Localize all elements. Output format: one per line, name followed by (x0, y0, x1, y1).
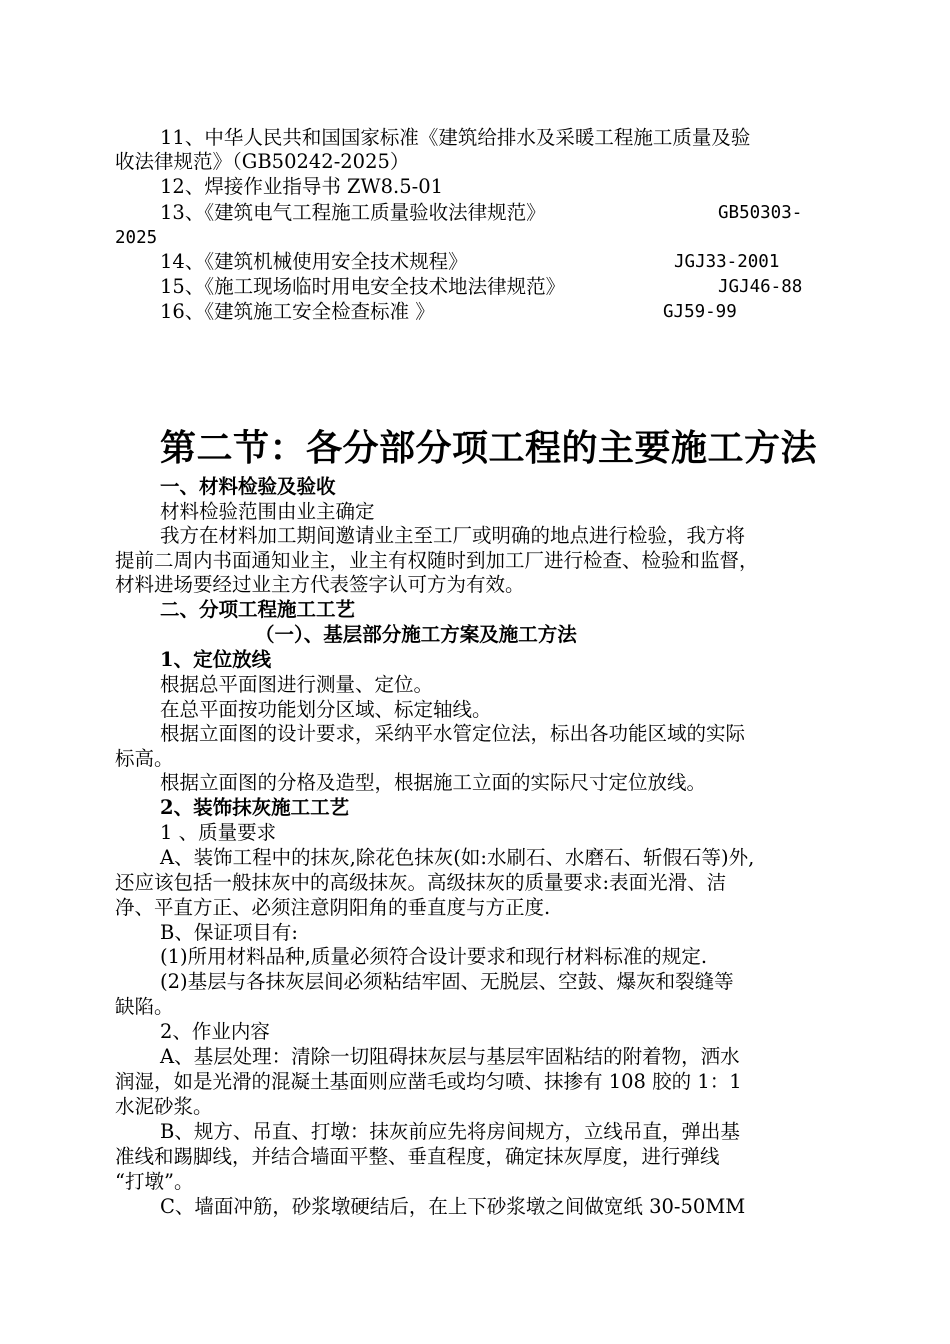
ref-13 (0, 201, 950, 225)
s2-p3-line1: 根据立面图的设计要求，采纳平水管定位法，标出各功能区域的实际 (160, 722, 746, 745)
quality-heading: 1 、质量要求 (160, 821, 277, 844)
ref-13-title: 13、《建筑电气工程施工质量验收法律规范》 (160, 201, 546, 224)
s2-p2: 在总平面按功能划分区域、标定轴线。 (160, 698, 492, 721)
quality-a-line1: A、装饰工程中的抹灰,除花色抹灰(如:水刷石、水磨石、斩假石等)外, (160, 846, 755, 869)
work-a-line1: A、基层处理：清除一切阻碍抹灰层与基层牢固粘结的附着物，洒水 (160, 1045, 740, 1068)
ref-15-title: 15、《施工现场临时用电安全技术地法律规范》 (160, 275, 566, 298)
s1-p2-line3: 材料进场要经过业主方代表签字认可方为有效。 (115, 573, 525, 596)
ref-16 (0, 300, 950, 324)
s2-p1: 根据总平面图进行测量、定位。 (160, 673, 434, 696)
s1-p1: 材料检验范围由业主确定 (160, 500, 375, 523)
ref-11-line2: 收法律规范》（GB50242-2025） (115, 150, 410, 173)
ref-15 (0, 275, 950, 299)
ref-14-code: JGJ33-2001 (674, 252, 780, 272)
s1-p2-line2: 提前二周内书面通知业主，业主有权随时到加工厂进行检查、检验和监督， (115, 549, 759, 572)
ref-11-line1: 11、中华人民共和国国家标准《建筑给排水及采暖工程施工质量及验 (160, 126, 751, 149)
quality-b: B、保证项目有: (160, 921, 298, 944)
ref-12: 12、焊接作业指导书 ZW8.5-01 (160, 175, 444, 198)
ref-15-code: JGJ46-88 (718, 277, 803, 297)
ref-13-code: GB50303- (718, 203, 803, 223)
quality-a-line3: 净、平直方正、必须注意阴阳角的垂直度与方正度. (115, 896, 551, 919)
work-heading: 2、作业内容 (160, 1020, 270, 1043)
s2-p3-line2: 标高。 (115, 747, 174, 770)
work-b-line2: 准线和踢脚线，并结合墙面平整、垂直程度，确定抹灰厚度，进行弹线 (115, 1145, 720, 1168)
work-a-line3: 水泥砂浆。 (115, 1095, 213, 1118)
work-b-line1: B、规方、吊直、打墩：抹灰前应先将房间规方，立线吊直，弹出基 (160, 1120, 740, 1143)
quality-b2-line2: 缺陷。 (115, 995, 174, 1018)
ref-14 (0, 250, 950, 274)
s2-p4: 根据立面图的分格及造型，根据施工立面的实际尺寸定位放线。 (160, 771, 707, 794)
s2-h2: 2、装饰抹灰施工工艺 (160, 796, 350, 819)
s2-heading: 二、分项工程施工工艺 (160, 598, 356, 621)
ref-14-title: 14、《建筑机械使用安全技术规程》 (160, 250, 468, 273)
work-c-line1: C、墙面冲筋，砂浆墩硬结后，在上下砂浆墩之间做宽纸 30-50MM (160, 1195, 746, 1218)
quality-a-line2: 还应该包括一般抹灰中的高级抹灰。高级抹灰的质量要求:表面光滑、洁 (115, 871, 727, 894)
s2-subheading: （一）、基层部分施工方案及施工方法 (255, 623, 577, 646)
ref-16-code: GJ59-99 (663, 302, 737, 322)
quality-b1: (1)所用材料品种,质量必须符合设计要求和现行材料标准的规定. (160, 945, 708, 968)
quality-b2-line1: (2)基层与各抹灰层间必须粘结牢固、无脱层、空鼓、爆灰和裂缝等 (160, 970, 734, 993)
section-title: 第二节：各分部分项工程的主要施工方法 (160, 427, 818, 469)
work-b-line3: “打墩”。 (115, 1170, 194, 1193)
s2-h1: 1、定位放线 (160, 648, 272, 671)
s1-p2-line1: 我方在材料加工期间邀请业主至工厂或明确的地点进行检验，我方将 (160, 524, 746, 547)
ref-13-cont: 2025 (115, 228, 158, 248)
work-a-line2: 润湿，如是光滑的混凝土基面则应凿毛或均匀喷、抹掺有 108 胶的 1：1 (115, 1070, 742, 1093)
s1-heading: 一、材料检验及验收 (160, 475, 336, 498)
ref-16-title: 16、《建筑施工安全检查标准 》 (160, 300, 435, 323)
